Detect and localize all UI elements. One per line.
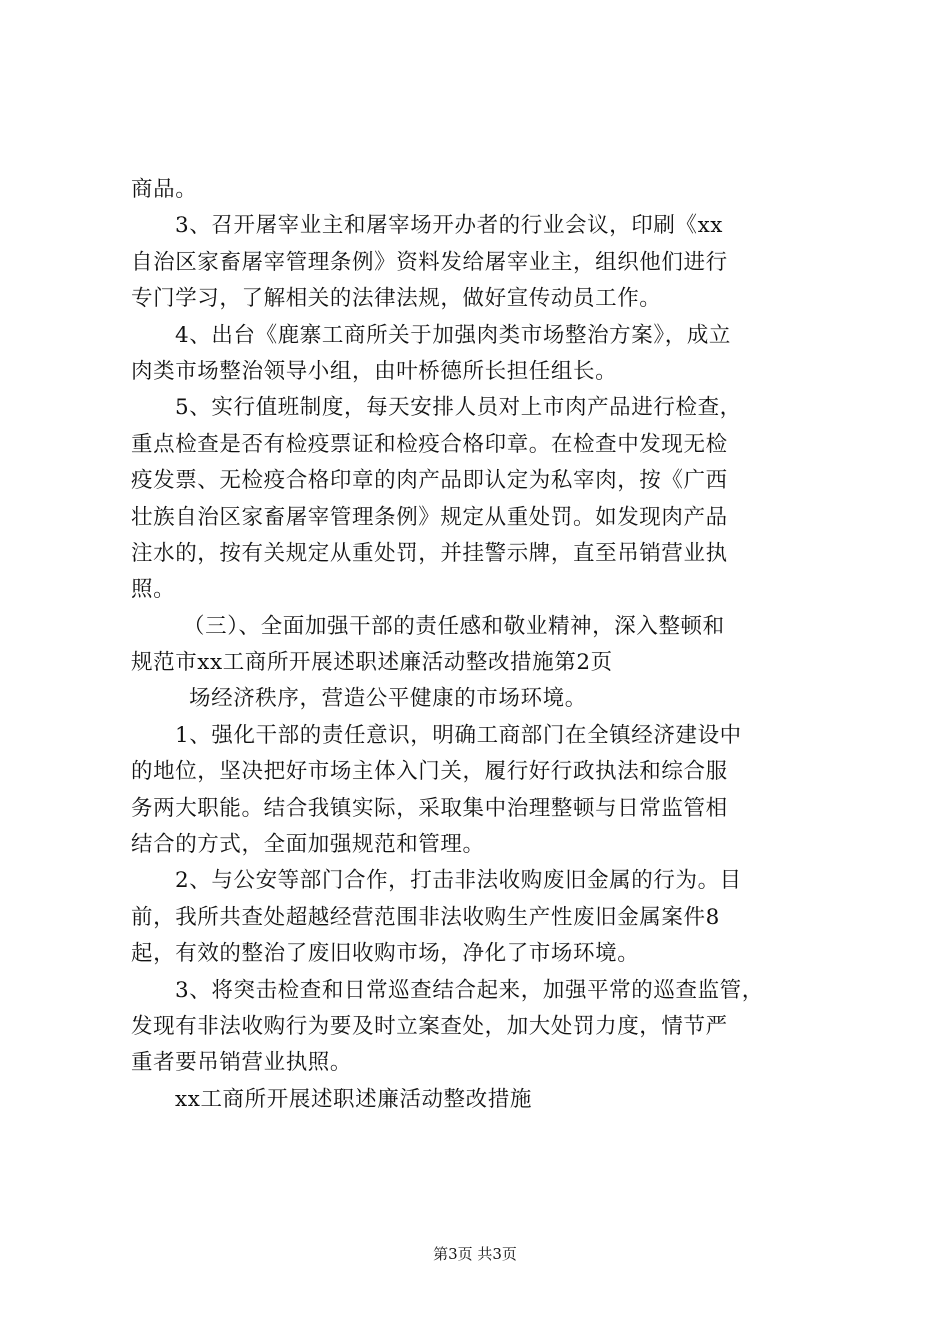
text-line: 重点检查是否有检疫票证和检疫合格印章。在检查中发现无检: [131, 431, 728, 457]
page-footer: 第3页 共3页: [433, 1245, 517, 1263]
text-line: 1、强化干部的责任意识，明确工商部门在全镇经济建设中: [175, 722, 742, 748]
text-line: 发现有非法收购行为要及时立案查处，加大处罚力度，情节严: [131, 1013, 728, 1039]
text-line: 注水的，按有关规定从重处罚，并挂警示牌，直至吊销营业执: [131, 540, 728, 566]
text-line: 务两大职能。结合我镇实际，采取集中治理整顿与日常监管相: [131, 795, 728, 821]
text-line: xx工商所开展述职述廉活动整改措施: [175, 1086, 532, 1112]
text-line: 疫发票、无检疫合格印章的肉产品即认定为私宰肉，按《广西: [131, 468, 728, 494]
text-line: 商品。: [131, 177, 198, 202]
text-line: 肉类市场整治领导小组，由叶桥德所长担任组长。: [131, 358, 618, 384]
text-line: 专门学习，了解相关的法律法规，做好宣传动员工作。: [131, 286, 662, 312]
text-line: 起，有效的整治了废旧收购市场，净化了市场环境。: [131, 941, 640, 967]
text-line: 5、实行值班制度，每天安排人员对上市肉产品进行检查，: [175, 395, 742, 421]
text-line: 规范市xx工商所开展述职述廉活动整改措施第2页: [131, 650, 613, 676]
text-line: 3、将突击检查和日常巡查结合起来，加强平常的巡查监管，: [175, 977, 764, 1003]
text-line: 结合的方式，全面加强规范和管理。: [131, 832, 485, 858]
text-line: 场经济秩序，营造公平健康的市场环境。: [189, 686, 587, 712]
text-line: 2、与公安等部门合作，打击非法收购废旧金属的行为。目: [175, 868, 742, 894]
text-line: 的地位，坚决把好市场主体入门关，履行好行政执法和综合服: [131, 759, 728, 785]
text-line: （三）、全面加强干部的责任感和敬业精神，深入整顿和: [183, 613, 725, 639]
text-line: 3、召开屠宰业主和屠宰场开办者的行业会议，印刷《xx: [175, 213, 724, 239]
text-line: 重者要吊销营业执照。: [131, 1050, 353, 1076]
text-line: 照。: [131, 577, 176, 603]
text-line: 自治区家畜屠宰管理条例》资料发给屠宰业主，组织他们进行: [131, 249, 728, 275]
text-line: 壮族自治区家畜屠宰管理条例》规定从重处罚。如发现肉产品: [131, 504, 728, 530]
document-body: [131, 172, 831, 1118]
text-line: 4、出台《鹿寨工商所关于加强肉类市场整治方案》，成立: [175, 322, 732, 348]
text-line: 前，我所共查处超越经营范围非法收购生产性废旧金属案件8: [131, 904, 720, 930]
